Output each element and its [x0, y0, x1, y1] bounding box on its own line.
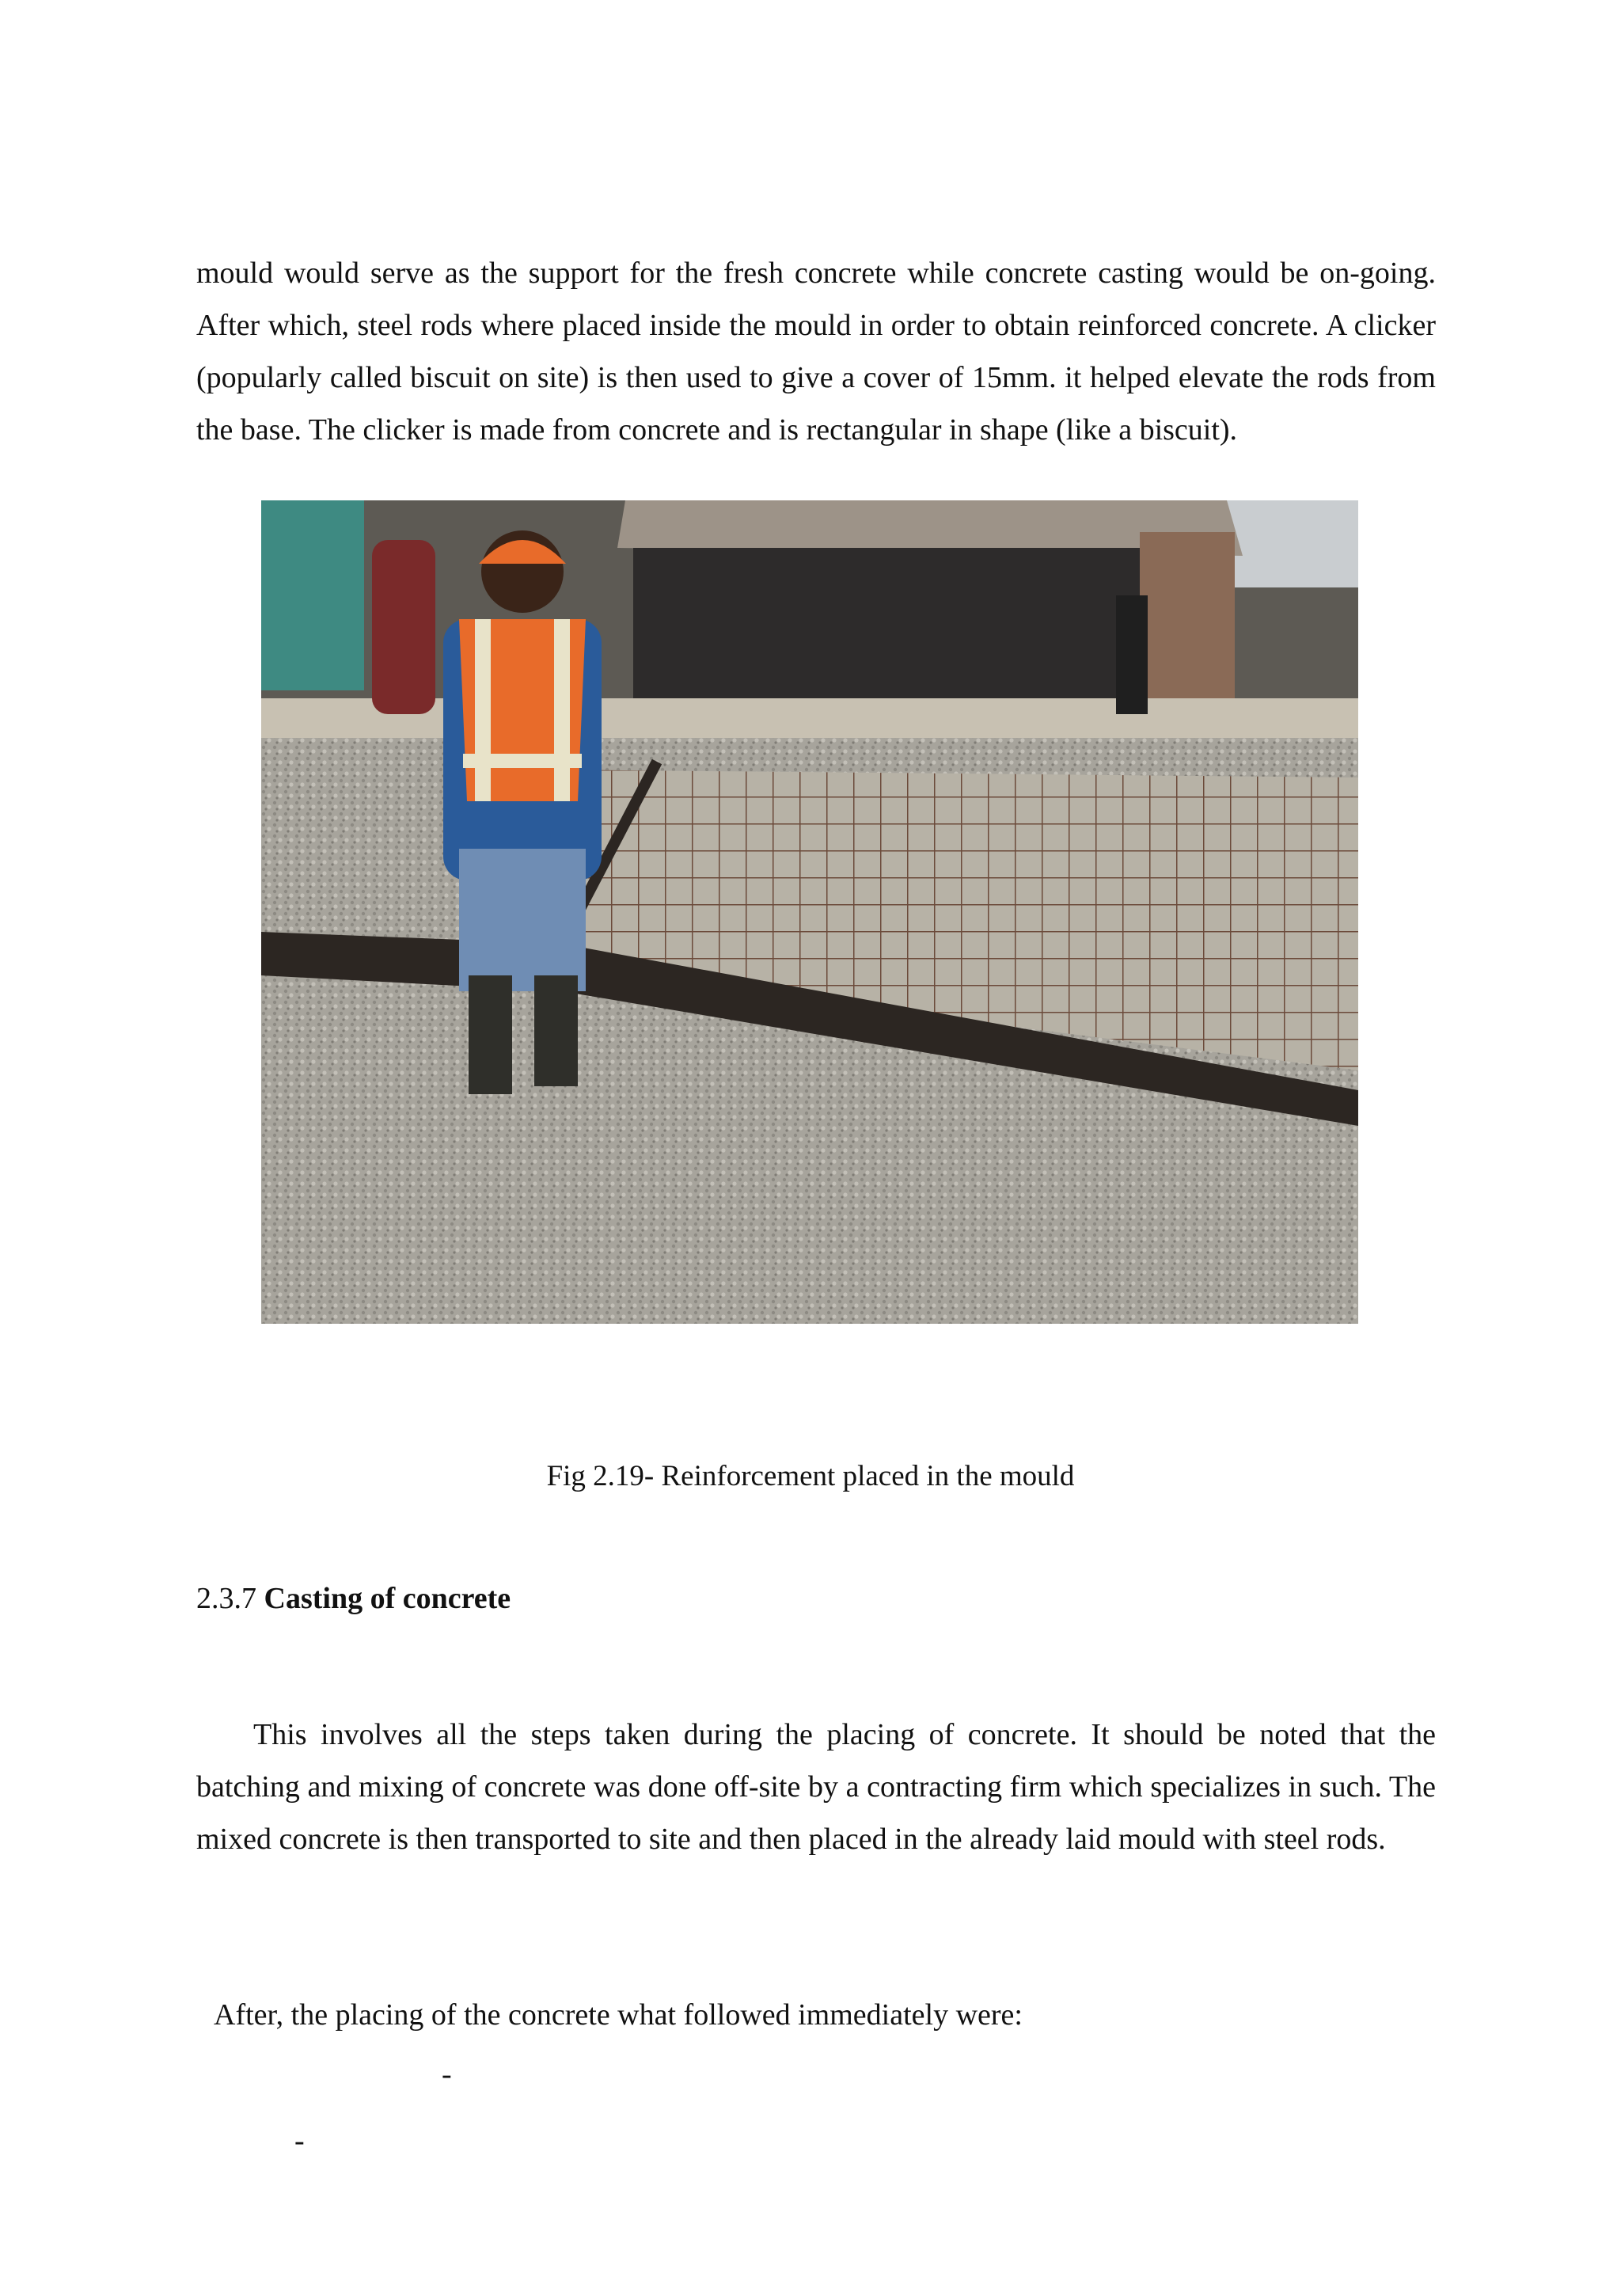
section-heading: [196, 1577, 511, 1620]
site-photo-reinforcement-mould: [261, 500, 1358, 1324]
body-paragraph-1: mould would serve as the support for the fresh concrete while concrete casting would be on-going. After which, steel rods where placed inside the mould in order to obtain reinforced concrete. A clicker (popularly called biscuit on site) is then used to give a cover of 15mm. it helped elevate the rods from the base. The clicker is made from concrete and is rectangular in shape (like a biscuit).: [196, 257, 1436, 447]
section-number: 2.3.7: [196, 1582, 256, 1615]
section-title: Casting of concrete: [264, 1582, 511, 1615]
list-marker: -: [294, 2124, 305, 2157]
figure-caption: Fig 2.19- Reinforcement placed in the mould: [546, 1460, 1075, 1492]
list-marker: -: [442, 2058, 452, 2091]
list-intro-line: After, the placing of the concrete what followed immediately were:: [214, 1998, 1023, 2032]
body-paragraph-2: This involves all the steps taken during the placing of concrete. It should be noted that the batching and mixing of concrete was done off-site by a contracting firm which specializes in such. The mixed concrete is then transported to site and then placed in the already laid mould with steel rods.: [196, 1718, 1436, 1856]
